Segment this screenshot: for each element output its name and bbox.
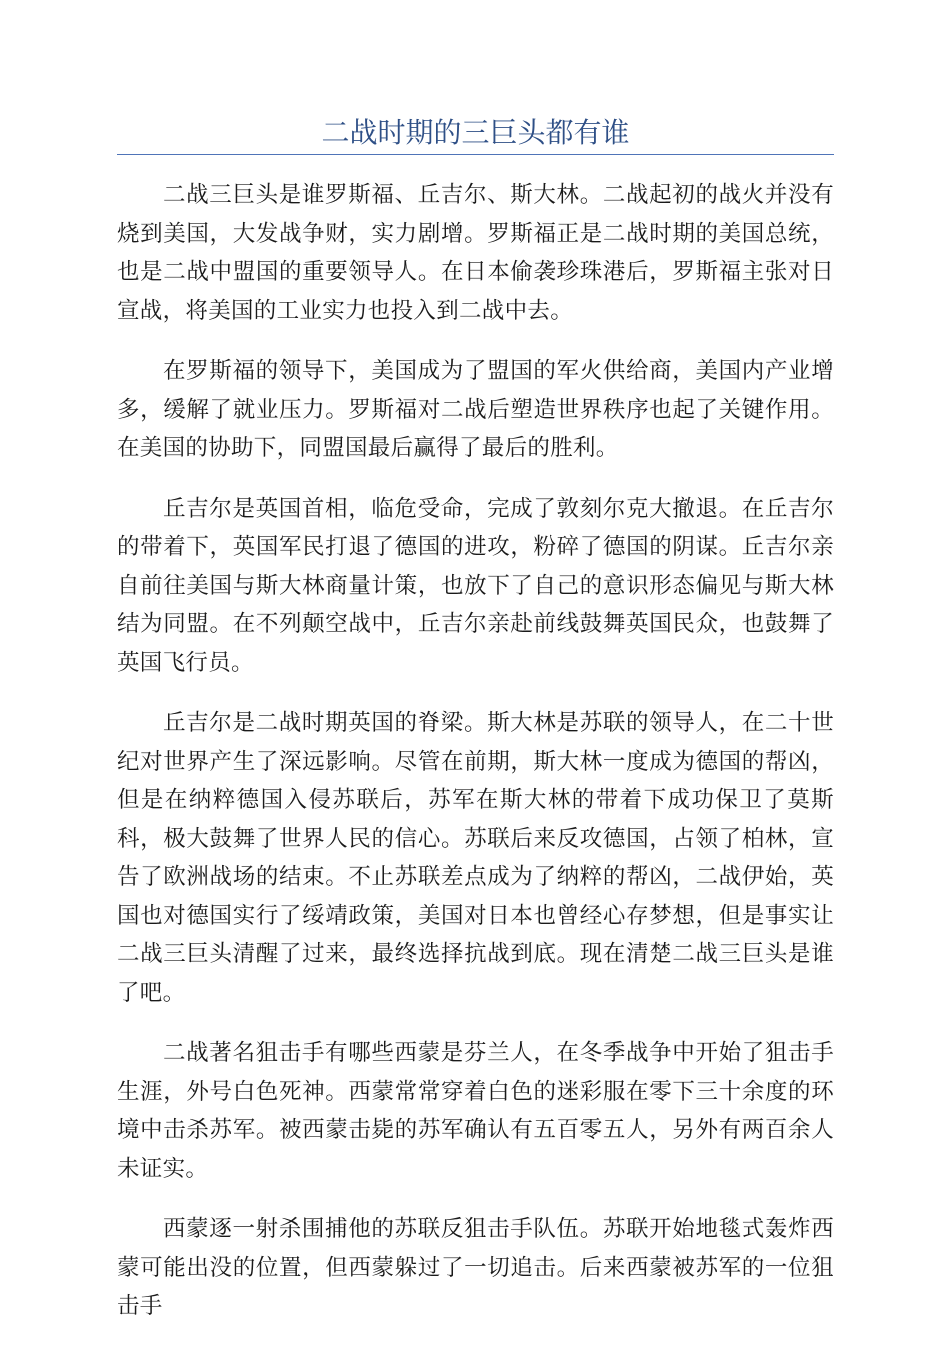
paragraph-6: 西蒙逐一射杀围捕他的苏联反狙击手队伍。苏联开始地毯式轰炸西蒙可能出没的位置，但西蒙躲过了一切追击。后来西蒙被苏军的一位狙击手 [117,1216,834,1319]
paragraph-2: 在罗斯福的领导下，美国成为了盟国的军火供给商，美国内产业增多，缓解了就业压力。罗斯福对二战后塑造世界秩序也起了关键作用。在美国的协助下，同盟国最后赢得了最后的胜利。 [117,358,834,461]
paragraph-4: 丘吉尔是二战时期英国的脊梁。斯大林是苏联的领导人，在二十世纪对世界产生了深远影响。尽管在前期，斯大林一度成为德国的帮凶，但是在纳粹德国入侵苏联后，苏军在斯大林的带着下成功保卫了莫斯科，极大鼓舞了世界人民的信心。苏联后来反攻德国，占领了柏林，宣告了欧洲战场的结束。不止苏联差点成为了纳粹的帮凶，二战伊始，英国也对德国实行了绥靖政策，美国对日本也曾经心存梦想，但是事实让二战三巨头清醒了过来，最终选择抗战到底。现在清楚二战三巨头是谁了吧。 [117,710,834,1006]
title-underline [117,154,834,155]
document-body [117,176,834,1348]
paragraph-1: 二战三巨头是谁罗斯福、丘吉尔、斯大林。二战起初的战火并没有烧到美国，大发战争财，实力剧增。罗斯福正是二战时期的美国总统，也是二战中盟国的重要领导人。在日本偷袭珍珠港后，罗斯福主张对日宣战，将美国的工业实力也投入到二战中去。 [117,182,834,324]
document-title: 二战时期的三巨头都有谁 [321,116,630,149]
paragraph-3: 丘吉尔是英国首相，临危受命，完成了敦刻尔克大撤退。在丘吉尔的带着下，英国军民打退了德国的进攻，粉碎了德国的阴谋。丘吉尔亲自前往美国与斯大林商量计策，也放下了自己的意识形态偏见与斯大林结为同盟。在不列颠空战中，丘吉尔亲赴前线鼓舞英国民众，也鼓舞了英国飞行员。 [117,495,834,676]
paragraph-5: 二战著名狙击手有哪些西蒙是芬兰人，在冬季战争中开始了狙击手生涯，外号白色死神。西蒙常常穿着白色的迷彩服在零下三十余度的环境中击杀苏军。被西蒙击毙的苏军确认有五百零五人，另外有两百余人未证实。 [117,1040,834,1182]
